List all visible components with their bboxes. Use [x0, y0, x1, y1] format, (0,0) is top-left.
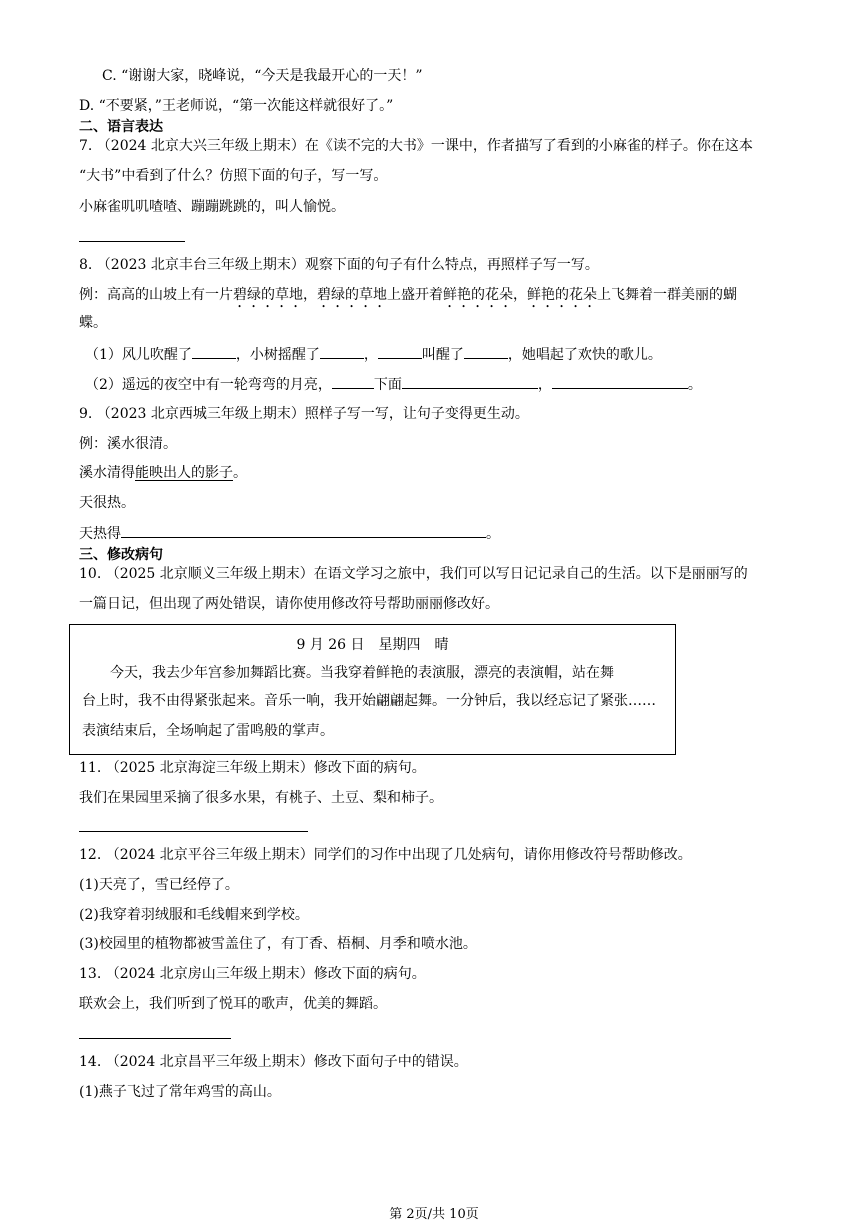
q7-stem-line2: “大书”中看到了什么？仿照下面的句子，写一写。: [79, 168, 388, 184]
q8-blank[interactable]: [464, 344, 508, 359]
q7-answer-line[interactable]: [79, 241, 185, 242]
q9-stem: 9. （2023 北京西城三年级上期末）照样子写一写，让句子变得更生动。: [79, 406, 529, 422]
page-number: 第 2页/共 10页: [389, 1207, 479, 1222]
diary-title: 9 月 26 日 星期四 晴: [296, 637, 449, 653]
q12-item-1: (1)天亮了，雪已经停了。: [79, 877, 239, 893]
diary-box: [69, 624, 676, 755]
q8-example-line2: 蝶。: [79, 315, 107, 331]
q8-blank[interactable]: [402, 374, 538, 389]
q7-example: 小麻雀叽叽喳喳、蹦蹦跳跳的，叫人愉悦。: [79, 199, 345, 215]
diary-line: 今天，我去少年宫参加舞蹈比赛。当我穿着鲜艳的表演服，漂亮的表演帽，站在舞: [82, 665, 614, 681]
q8-blank[interactable]: [192, 344, 236, 359]
q8-sentence-2: （2）遥远的夜空中有一轮弯弯的月亮， 下面 ， 。: [85, 374, 702, 395]
q12-item-3: (3)校园里的植物都被雪盖住了，有丁香、梧桐、月季和喷水池。: [79, 936, 477, 952]
q9-answer-row: 天热得 。: [79, 523, 500, 544]
option-d: D. “不要紧，”王老师说，“第一次能这样就很好了。”: [79, 98, 394, 114]
q10-stem-line2: 一篇日记，但出现了两处错误，请你使用修改符号帮助丽丽修改好。: [79, 596, 499, 612]
q12-stem: 12. （2024 北京平谷三年级上期末）同学们的习作中出现了几处病句，请你用修改符号帮助修改。: [79, 847, 692, 863]
q9-underlined-phrase: 能映出人的影子: [135, 465, 233, 481]
q7-stem-line1: 7. （2024 北京大兴三年级上期末）在《读不完的大书》一课中，作者描写了看到的小麻雀的样子。你在这本: [79, 138, 753, 154]
q8-emphasis-text: 鲜艳的花朵: [443, 287, 513, 303]
q8-blank[interactable]: [378, 344, 422, 359]
q8-blank[interactable]: [320, 344, 364, 359]
q9-prompt: 天很热。: [79, 495, 135, 511]
q11-answer-line[interactable]: [79, 831, 308, 832]
q10-stem-line1: 10. （2025 北京顺义三年级上期末）在语文学习之旅中，我们可以写日记记录自己的生活。以下是丽丽写的: [79, 566, 748, 582]
diary-line: 台上时，我不由得紧张起来。音乐一响，我开始翩翩起舞。一分钟后，我以经忘记了紧张……: [82, 693, 656, 709]
q9-example-label: 例：溪水很清。: [79, 436, 177, 452]
q8-stem: 8. （2023 北京丰台三年级上期末）观察下面的句子有什么特点，再照样子写一写。: [79, 257, 599, 273]
q8-blank[interactable]: [332, 374, 374, 389]
q8-example-line1: 例：高高的山坡上有一片碧绿的草地，碧绿的草地上盛开着鲜艳的花朵，鲜艳的花朵上飞舞着一群美丽的蝴: [79, 287, 737, 303]
q13-answer-line[interactable]: [79, 1038, 231, 1039]
q12-item-2: (2)我穿着羽绒服和毛线帽来到学校。: [79, 907, 309, 923]
q14-stem: 14. （2024 北京昌平三年级上期末）修改下面句子中的错误。: [79, 1054, 468, 1070]
q13-stem: 13. （2024 北京房山三年级上期末）修改下面的病句。: [79, 966, 426, 982]
q9-example-sentence: 溪水清得能映出人的影子。: [79, 465, 247, 481]
q8-sentence-1: （1）风儿吹醒了 ，小树摇醒了 ， 叫醒了 ，她唱起了欢快的歌儿。: [85, 344, 662, 365]
section-heading-2: 二、语言表达: [79, 119, 163, 135]
q8-blank[interactable]: [552, 374, 688, 389]
option-c: C. “谢谢大家，晓峰说，“今天是我最开心的一天！”: [102, 68, 423, 84]
q11-stem: 11. （2025 北京海淀三年级上期末）修改下面的病句。: [79, 760, 426, 776]
q8-emphasis-text: 碧绿的草地: [317, 287, 387, 303]
q8-emphasis-text: 碧绿的草地: [233, 287, 303, 303]
q8-emphasis-text: 鲜艳的花朵: [527, 287, 597, 303]
q14-item-1: (1)燕子飞过了常年鸡雪的高山。: [79, 1084, 281, 1100]
q13-sentence: 联欢会上，我们听到了悦耳的歌声，优美的舞蹈。: [79, 996, 387, 1012]
q9-answer-blank[interactable]: [121, 523, 486, 538]
section-heading-3: 三、修改病句: [79, 547, 163, 563]
q11-sentence: 我们在果园里采摘了很多水果，有桃子、土豆、梨和柿子。: [79, 790, 443, 806]
diary-line: 表演结束后，全场响起了雷鸣般的掌声。: [82, 723, 334, 739]
